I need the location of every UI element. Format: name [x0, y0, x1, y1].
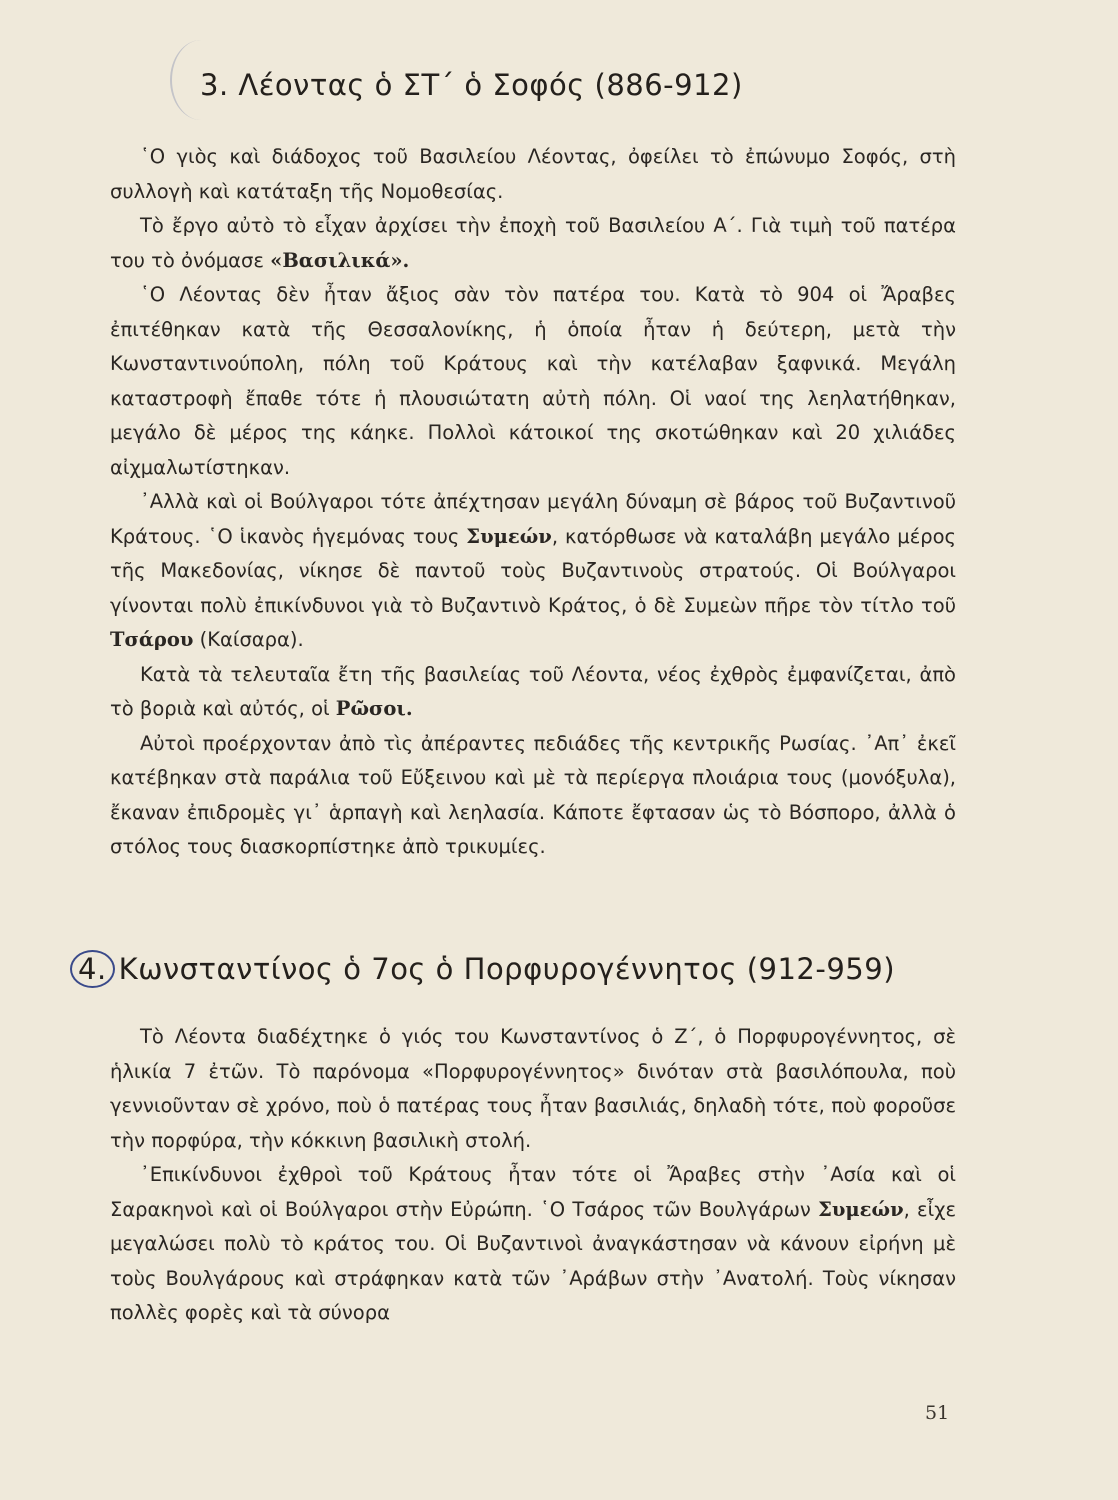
paragraph: Τὸ Λέοντα διαδέχτηκε ὁ γιός του Κωνσταντίνος ὁ Ζ΄, ὁ Πορφυρογέννητος, σὲ ἡλικία 7 ἐτῶν. Τὸ παρόνομα «Πορφυρογέννητος» δινόταν στὰ βασιλόπουλα, ποὺ γεννιοῦνταν σὲ χρόνο, ποὺ ὁ πατέρας τους ἦταν βασιλιάς, δηλαδὴ τότε, ποὺ φοροῦσε τὴν πορφύρα, τὴν κόκκινη βασιλικὴ στολή.: [110, 1025, 956, 1152]
paragraph: Τὸ ἔργο αὐτὸ τὸ εἶχαν ἀρχίσει τὴν ἐποχὴ τοῦ Βασιλείου Α΄. Γιὰ τιμὴ τοῦ πατέρα του τὸ ὀνόμασε «Βασιλικά».: [110, 214, 956, 272]
paragraph: Κατὰ τὰ τελευταῖα ἔτη τῆς βασιλείας τοῦ Λέοντα, νέος ἐχθρὸς ἐμφανίζεται, ἀπὸ τὸ βοριὰ καὶ αὐτός, οἱ Ρῶσοι.: [110, 662, 956, 720]
section-3-body: [110, 140, 956, 865]
section-3-heading: 3. Λέοντας ὁ ΣΤ΄ ὁ Σοφός (886-912): [200, 68, 743, 102]
page-number: 51: [925, 1402, 950, 1424]
section-number: 4.: [70, 950, 115, 988]
paragraph: ῾Ο Λέοντας δὲν ἦταν ἄξιος σὰν τὸν πατέρα του. Κατὰ τὸ 904 οἱ Ἄραβες ἐπιτέθηκαν κατὰ τῆς Θεσσαλονίκης, ἡ ὁποία ἦταν ἡ δεύτερη, μετὰ τὴν Κωνσταντινούπολη, πόλη τοῦ Κράτους καὶ τὴν κατέλαβαν ξαφνικά. Μεγάλη καταστροφὴ ἔπαθε τότε ἡ πλουσιώτατη αὐτὴ πόλη. Οἱ ναοί της λεηλατήθηκαν, μεγάλο δὲ μέρος της κάηκε. Πολλοὶ κάτοικοί της σκοτώθηκαν καὶ 20 χιλιάδες αἰχμαλωτίστηκαν.: [110, 283, 956, 479]
paragraph: ῾Ο γιὸς καὶ διάδοχος τοῦ Βασιλείου Λέοντας, ὀφείλει τὸ ἐπώνυμο Σοφός, στὴ συλλογὴ καὶ κατάταξη τῆς Νομοθεσίας.: [110, 145, 956, 203]
section-4-body: [110, 1020, 956, 1331]
section-title: Κωνσταντίνος ὁ 7ος ὁ Πορφυρογέννητος (912-959): [118, 952, 896, 986]
paragraph: ᾿Επικίνδυνοι ἐχθροὶ τοῦ Κράτους ἦταν τότε οἱ Ἄραβες στὴν ᾿Ασία καὶ οἱ Σαρακηνοὶ καὶ οἱ Βούλγαροι στὴν Εὐρώπη. ῾Ο Τσάρος τῶν Βουλγάρων Συμεών, εἶχε μεγαλώσει πολὺ τὸ κράτος του. Οἱ Βυζαντινοὶ ἀναγκάστησαν νὰ κάνουν εἰρήνη μὲ τοὺς Βουλγάρους καὶ στράφηκαν κατὰ τῶν ᾿Αράβων στὴν ᾿Ανατολή. Τοὺς νίκησαν πολλὲς φορὲς καὶ τὰ σύνορα: [110, 1163, 956, 1324]
paragraph: ᾿Αλλὰ καὶ οἱ Βούλγαροι τότε ἀπέχτησαν μεγάλη δύναμη σὲ βάρος τοῦ Βυζαντινοῦ Κράτους. ῾Ο ἱκανὸς ἡγεμόνας τους Συμεών, κατόρθωσε νὰ καταλάβη μεγάλο μέρος τῆς Μακεδονίας, νίκησε δὲ παντοῦ τοὺς Βυζαντινοὺς στρατούς. Οἱ Βούλγαροι γίνονται πολὺ ἐπικίνδυνοι γιὰ τὸ Βυζαντινὸ Κράτος, ὁ δὲ Συμεὼν πῆρε τὸν τίτλο τοῦ Τσάρου (Καίσαρα).: [110, 490, 956, 651]
paragraph: Αὐτοὶ προέρχονταν ἀπὸ τὶς ἀπέραντες πεδιάδες τῆς κεντρικῆς Ρωσίας. ᾿Απ᾿ ἐκεῖ κατέβηκαν στὰ παράλια τοῦ Εὔξεινου καὶ μὲ τὰ περίεργα πλοιάρια τους (μονόξυλα), ἔκαναν ἐπιδρομὲς γι᾿ ἁρπαγὴ καὶ λεηλασία. Κάποτε ἔφτασαν ὡς τὸ Βόσπορο, ἀλλὰ ὁ στόλος τους διασκορπίστηκε ἀπὸ τρικυμίες.: [110, 731, 956, 858]
section-4-heading: [70, 950, 895, 988]
